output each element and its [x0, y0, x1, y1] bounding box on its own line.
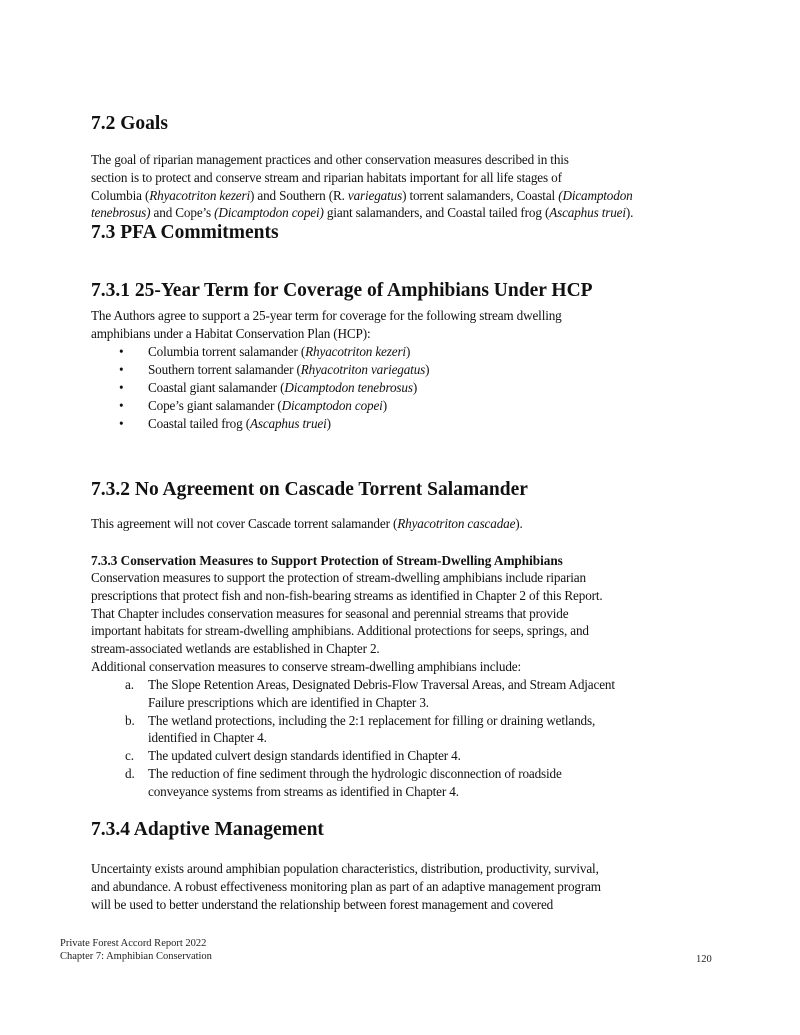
bullet-item	[91, 379, 731, 397]
species-name-italic: (Dicamptodon copei)	[214, 205, 324, 221]
text-line	[91, 187, 731, 205]
species-name-italic: Rhyacotriton cascadae	[397, 516, 516, 531]
text-segment: The goal of riparian management practices and other conservation measures described in this	[91, 152, 569, 167]
text-segment: ) and Southern (R.	[250, 187, 348, 203]
text-segment: and abundance. A robust effectiveness monitoring plan as part of an adaptive management program	[91, 878, 601, 894]
species-name-italic: Rhyacotriton kezeri	[149, 187, 251, 203]
text-line	[91, 307, 731, 325]
text-segment: will be used to better understand the relationship between forest management and covered	[91, 896, 554, 912]
text-segment: Additional conservation measures to conserve stream-dwelling amphibians include:	[91, 658, 522, 674]
text-line	[91, 151, 731, 169]
text-segment: The Authors agree to support a 25-year term for coverage for the following stream dwelling	[91, 308, 562, 323]
bullet-icon: •	[119, 380, 124, 395]
list-item-d: d. The reduction of fine sediment through the hydrologic disconnection of roadside conveyance systems from streams as identified in Chapter 4.	[125, 765, 562, 799]
heading-7-2-goals: 7.2 Goals	[91, 113, 168, 134]
text-segment: Coastal tailed frog (	[148, 416, 250, 431]
text-segment: )	[326, 416, 331, 431]
species-name-italic: Dicamptodon copei	[281, 398, 383, 413]
text-segment: ).	[625, 205, 634, 221]
text-segment: stream-associated wetlands are established in Chapter 2.	[91, 641, 380, 657]
text-line	[91, 605, 731, 623]
heading-7-3-1: 7.3.1 25-Year Term for Coverage of Amphibians Under HCP	[91, 280, 593, 301]
text-segment: important habitats for stream-dwelling amphibians. Additional protections for seeps, springs, and	[91, 623, 589, 639]
text-line	[91, 204, 731, 222]
text-segment: Southern torrent salamander (	[148, 362, 301, 377]
conservation-measures-paragraph	[91, 569, 731, 676]
bullet-icon: •	[119, 398, 124, 413]
text-line	[91, 860, 731, 878]
text-segment: )	[405, 344, 411, 359]
text-segment: giant salamanders, and Coastal tailed frog (	[323, 205, 550, 221]
species-name-italic: Dicamptodon tenebrosus	[284, 380, 413, 395]
text-line	[91, 878, 731, 896]
text-segment: Coastal giant salamander (	[148, 380, 285, 395]
cascade-paragraph	[91, 515, 731, 533]
species-name-italic: Rhyacotriton variegatus	[300, 362, 426, 377]
species-name-italic: Ascaphus truei	[549, 205, 626, 221]
species-name-italic: (Dicamptodon	[558, 187, 633, 203]
text-segment: Columbia (	[91, 187, 150, 203]
text-segment: section is to protect and conserve stream and riparian habitats important for all life stages of	[91, 169, 562, 185]
text-segment: Conservation measures to support the protection of stream-dwelling amphibians include riparian	[91, 570, 586, 585]
text-segment: )	[382, 398, 387, 413]
footer-report-title: Private Forest Accord Report 2022	[60, 938, 207, 949]
text-segment: ) torrent salamanders, Coastal	[402, 187, 559, 203]
bullet-icon: •	[119, 344, 124, 359]
text-segment: )	[425, 362, 430, 377]
text-segment: amphibians under a Habitat Conservation Plan (HCP):	[91, 325, 371, 341]
text-segment: Columbia torrent salamander (	[148, 344, 306, 359]
text-line	[91, 169, 731, 187]
page-number: 120	[696, 954, 712, 965]
list-item-c: c. The updated culvert design standards identified in Chapter 4.	[125, 748, 461, 764]
bullet-item	[91, 397, 731, 415]
species-name-italic: Rhyacotriton kezeri	[305, 344, 406, 359]
coverage-paragraph	[91, 307, 731, 343]
text-line	[91, 569, 731, 587]
text-segment: )	[412, 380, 418, 395]
footer-chapter: Chapter 7: Amphibian Conservation	[60, 951, 212, 962]
text-segment: and Cope’s	[150, 205, 215, 221]
conservation-measures-list	[91, 676, 731, 801]
bullet-item	[91, 415, 731, 433]
heading-7-3-2: 7.3.2 No Agreement on Cascade Torrent Salamander	[91, 479, 528, 500]
text-line	[91, 658, 731, 676]
species-bullet-list	[91, 343, 731, 433]
text-segment: That Chapter includes conservation measures for seasonal and perennial streams that provide	[91, 605, 569, 621]
bullet-item	[91, 361, 731, 379]
species-name-italic: Ascaphus truei	[249, 416, 327, 431]
adaptive-management-paragraph	[91, 860, 731, 913]
species-name-italic: variegatus	[347, 187, 403, 203]
text-line	[91, 515, 731, 533]
goals-paragraph	[91, 151, 731, 222]
heading-7-3-3: 7.3.3 Conservation Measures to Support Protection of Stream-Dwelling Amphibians	[91, 553, 563, 568]
bullet-item	[91, 343, 731, 361]
text-line	[91, 640, 731, 658]
text-segment: This agreement will not cover Cascade torrent salamander (	[91, 516, 398, 531]
text-segment: ).	[515, 516, 523, 531]
species-name-italic: tenebrosus)	[91, 205, 151, 221]
text-segment: Uncertainty exists around amphibian population characteristics, distribution, productivity, survival,	[91, 861, 599, 876]
bullet-icon: •	[119, 416, 124, 431]
text-line	[91, 325, 731, 343]
list-item-b: b. The wetland protections, including the 2:1 replacement for filling or draining wetlands, identified in Chapter 4.	[125, 712, 596, 746]
heading-7-3-pfa-commitments: 7.3 PFA Commitments	[91, 222, 279, 243]
text-segment: Cope’s giant salamander (	[148, 398, 282, 413]
bullet-icon: •	[119, 362, 124, 377]
list-item-a: a. The Slope Retention Areas, Designated Debris-Flow Traversal Areas, and Stream Adjacent Failure prescriptions which are identified in Chapter 3.	[125, 677, 615, 710]
text-line	[91, 896, 731, 914]
text-line	[91, 622, 731, 640]
text-segment: prescriptions that protect fish and non-fish-bearing streams as identified in Chapter 2 of this Report.	[91, 587, 603, 603]
heading-7-3-4: 7.3.4 Adaptive Management	[91, 819, 324, 840]
text-line	[91, 587, 731, 605]
